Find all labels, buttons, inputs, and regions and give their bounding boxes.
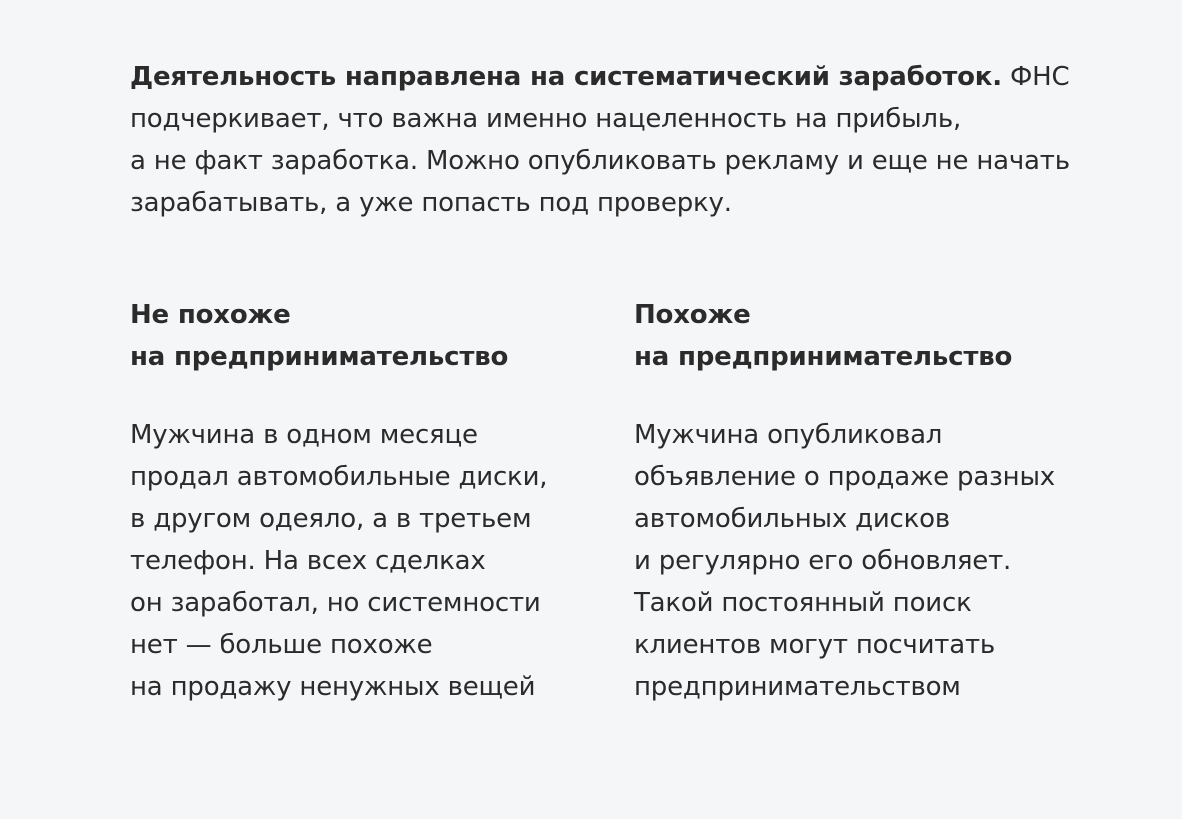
- intro-lead: Деятельность направлена на систематический заработок.: [130, 62, 1002, 92]
- intro-paragraph: [130, 56, 1090, 224]
- column-heading: Похоже на предпринимательство: [634, 300, 1013, 372]
- intro-body: ФНС подчеркивает, что важна именно нацеленность на прибыль, а не факт заработка. Можно опубликовать рекламу и еще не начать зарабатывать, а уже попасть под проверку.: [130, 62, 1070, 218]
- column-text: Мужчина в одном месяце продал автомобильные диски, в другом одеяло, а в третьем телефон. На всех сделках он заработал, но системности нет — больше похоже на продажу ненужных вещей: [130, 420, 548, 702]
- column-business: [634, 294, 1074, 708]
- column-not-business: [130, 294, 570, 708]
- column-heading: Не похоже на предпринимательство: [130, 300, 509, 372]
- article-content: [130, 56, 1090, 702]
- column-text: Мужчина опубликовал объявление о продаже разных автомобильных дисков и регулярно его обновляет. Такой постоянный поиск клиентов могут посчитать предпринимательством: [634, 420, 1055, 702]
